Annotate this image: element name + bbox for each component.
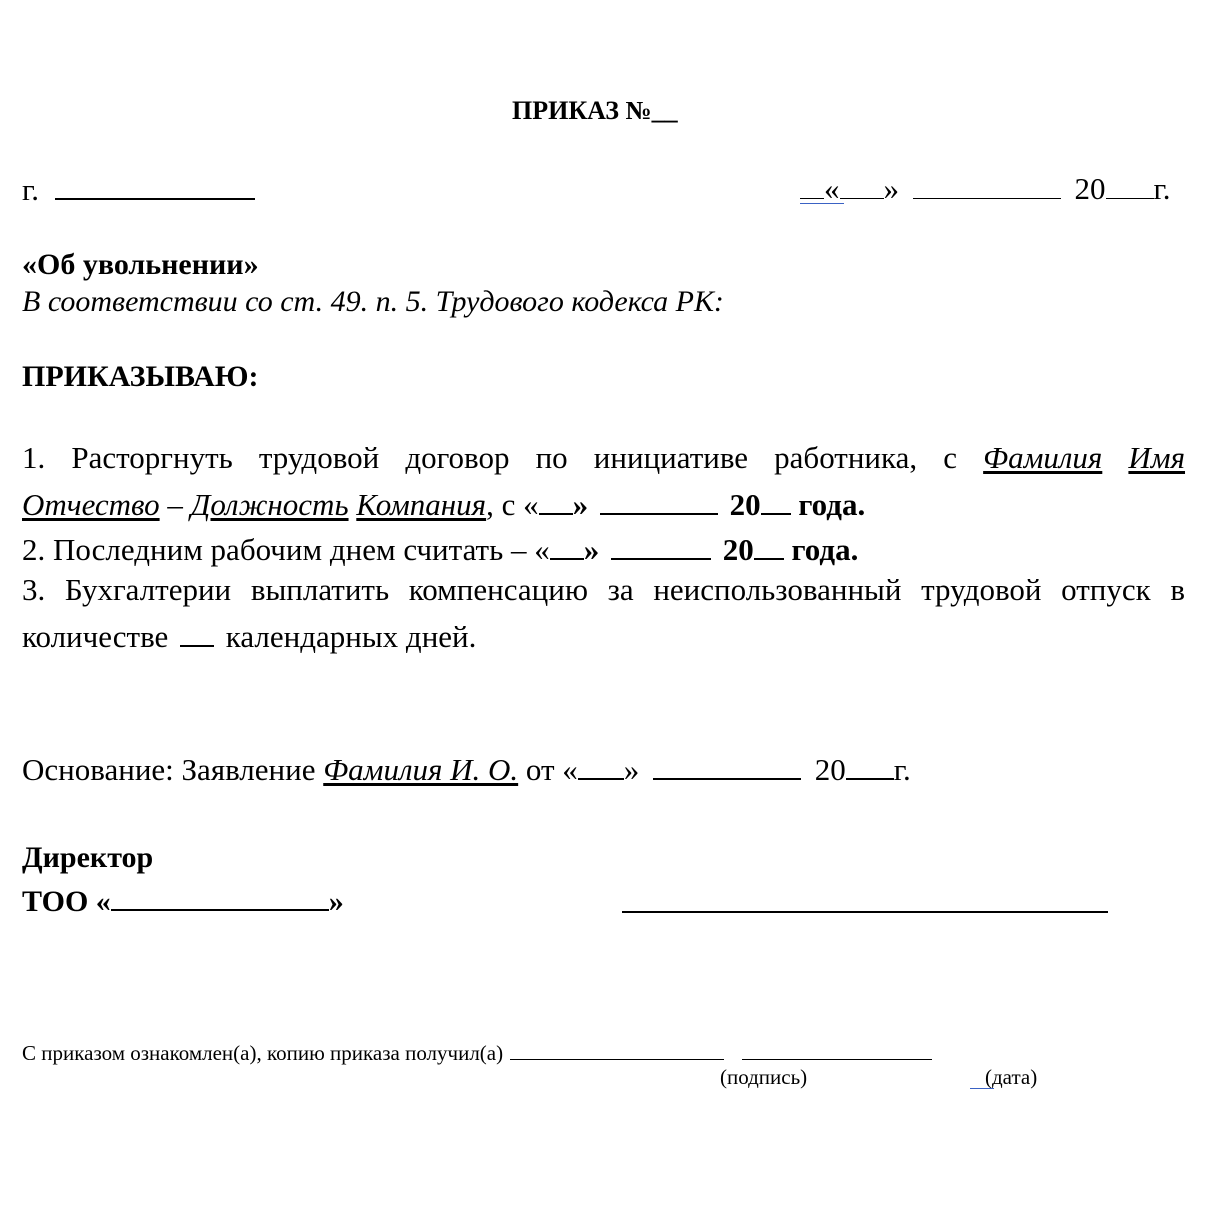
signatory-role: Директор: [22, 841, 154, 874]
date-caption: (дата): [985, 1065, 1038, 1089]
item2-line: [22, 530, 858, 565]
city-blank: [55, 170, 255, 200]
item1-day-blank: [539, 485, 573, 515]
signatory-org: [22, 882, 344, 917]
item1-month-blank: [600, 485, 718, 515]
date-caption-edit-mark: [970, 1088, 994, 1089]
employee-surname: Фамилия: [983, 440, 1103, 475]
item3-days-label: календарных дней.: [225, 618, 477, 654]
date-close-quote: »: [883, 170, 899, 206]
basis-month-blank: [653, 750, 801, 780]
org-prefix: ТОО «: [22, 885, 111, 918]
date-open-quote: «: [824, 170, 840, 206]
acknowledgement-line: [22, 1040, 932, 1064]
item1-year: 20: [729, 486, 761, 522]
item1-year-blank: [761, 485, 791, 515]
city-line: [22, 170, 255, 205]
employee-position: Должность: [190, 486, 349, 522]
item3-line1: 3. Бухгалтерии выплатить компенсацию за неиспользованный трудовой отпуск в: [22, 572, 1185, 607]
item2-year: 20: [722, 531, 754, 567]
item2-year-word: года.: [791, 531, 859, 567]
item1-lead: 1. Расторгнуть трудовой договор по инициативе работника, с: [22, 440, 958, 475]
acknowledgement-text: С приказом ознакомлен(а), копию приказа получил(а): [22, 1040, 504, 1065]
org-name-blank: [111, 882, 329, 911]
date-month-blank: [913, 170, 1061, 199]
basis-label: Основание: Заявление: [22, 751, 316, 787]
basis-year: 20: [814, 751, 846, 787]
item1-line1: [22, 442, 1185, 473]
basis-day-blank: [578, 750, 624, 780]
basis-year-blank: [846, 750, 894, 780]
item2-day-blank: [550, 530, 584, 560]
employee-company: Компания: [356, 486, 487, 522]
date-line: [800, 170, 1170, 204]
item1-from: , с «: [486, 486, 539, 522]
item3-line2: [22, 617, 476, 652]
employee-patronymic: Отчество: [22, 486, 160, 522]
subject-title: «Об увольнении»: [22, 248, 259, 281]
order-heading: ПРИКАЗЫВАЮ:: [22, 360, 259, 393]
blue-edit-mark: [800, 203, 844, 204]
item1-close-quote: »: [572, 486, 589, 522]
employee-name: Имя: [1128, 440, 1186, 475]
org-suffix: »: [328, 885, 344, 918]
basis-name: Фамилия И. О.: [323, 751, 519, 787]
item3-quantity-label: количестве: [22, 618, 169, 654]
item2-lead: 2. Последним рабочим днем считать – «: [22, 531, 550, 567]
basis-from: от «: [525, 751, 578, 787]
item1-dash: –: [167, 486, 183, 522]
date-year-prefix: 20: [1074, 170, 1106, 206]
ack-date-blank: [742, 1040, 932, 1060]
date-day-blank: [840, 170, 884, 199]
signature-caption: (подпись): [720, 1065, 808, 1089]
date-year-blank: [1106, 170, 1154, 199]
item1-line2: [22, 485, 865, 520]
ack-signature-blank: [510, 1040, 724, 1060]
basis-close-quote: »: [623, 751, 640, 787]
date-year-suffix: г.: [1153, 170, 1171, 206]
item2-close-quote: »: [583, 531, 600, 567]
item2-month-blank: [611, 530, 711, 560]
document-title: ПРИКАЗ №__: [512, 96, 678, 125]
director-signature-line: [622, 911, 1108, 913]
city-prefix: г.: [22, 171, 39, 207]
item2-year-blank: [754, 530, 784, 560]
basis-intro: В соответствии со ст. 49. п. 5. Трудового кодекса РК:: [22, 285, 724, 318]
item3-days-blank: [180, 617, 214, 647]
basis-line: [22, 750, 911, 785]
basis-year-suffix: г.: [893, 751, 911, 787]
item1-year-word: года.: [798, 486, 866, 522]
date-lead-blank: [800, 170, 824, 199]
